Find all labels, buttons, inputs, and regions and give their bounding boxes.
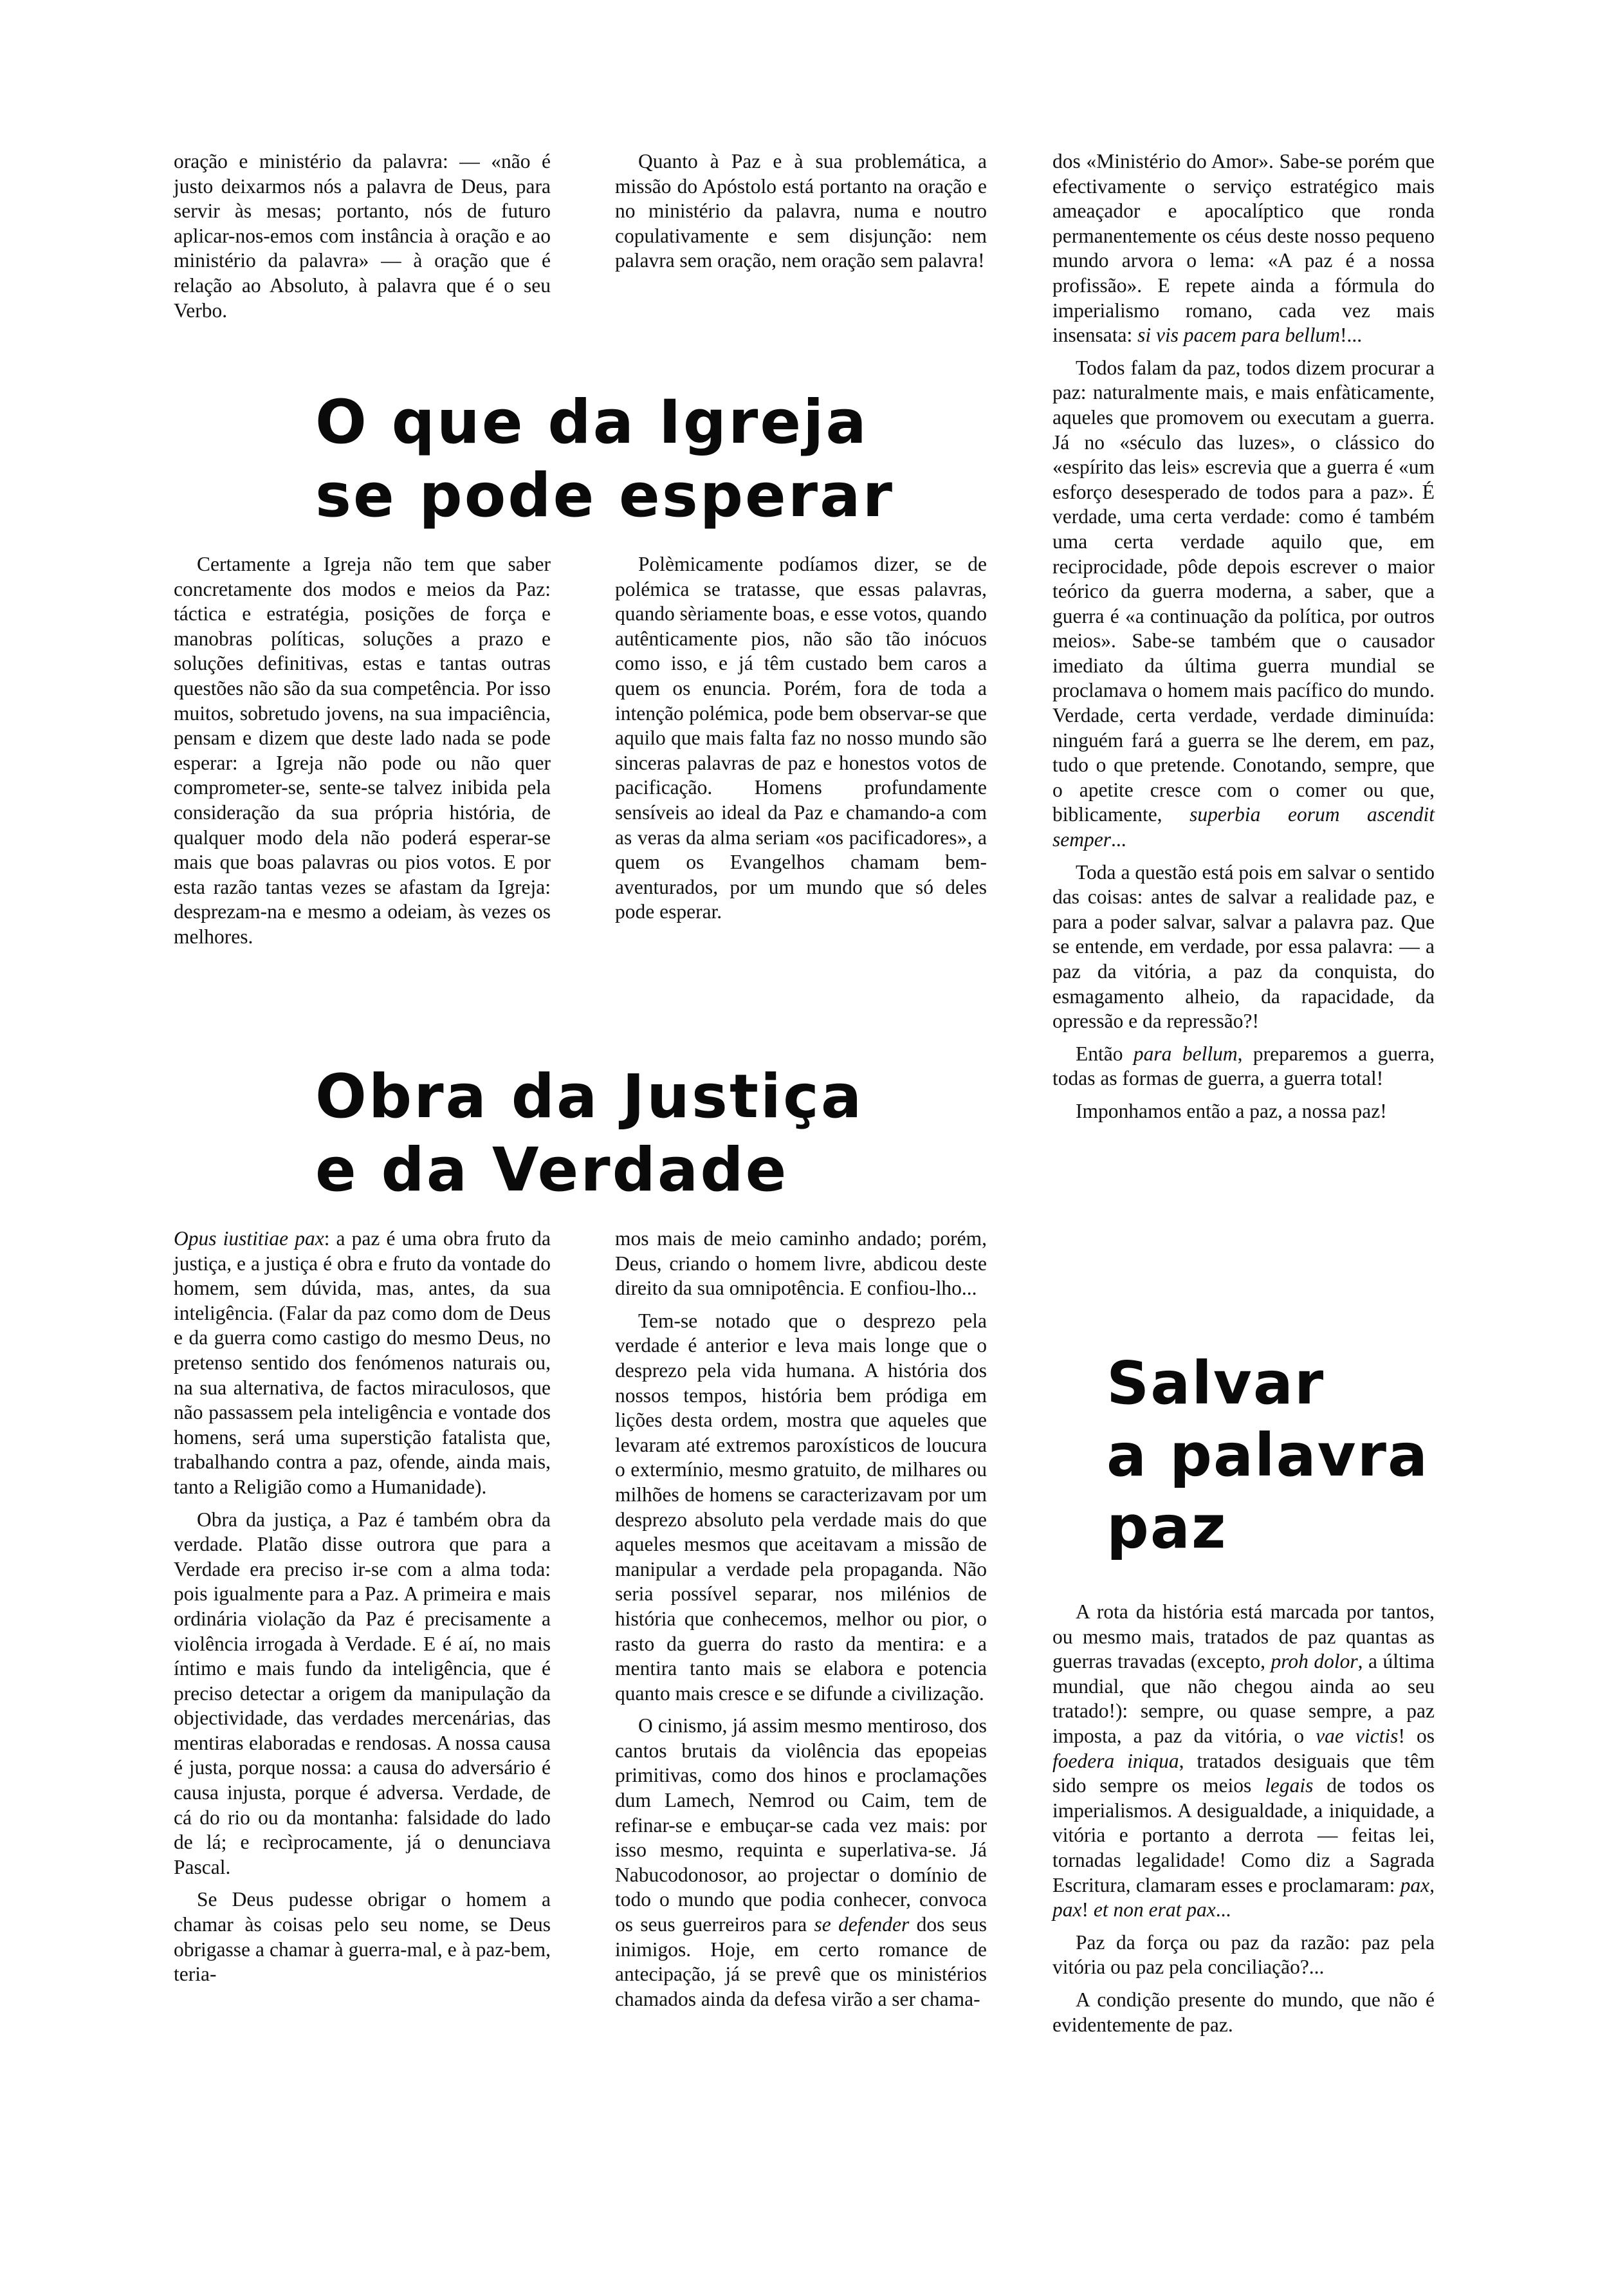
text-run: , preparemos a guerra, todas as formas de guerra, a guerra total! (1052, 1042, 1435, 1090)
column-right (1052, 149, 1435, 1132)
paragraph (615, 1714, 987, 2012)
latin-phrase: et non erat pax (1093, 1898, 1216, 1921)
heading-line: Salvar (1106, 1349, 1325, 1418)
latin-phrase: pax, pax (1052, 1873, 1435, 1921)
text-run: A rota da história está marcada por tantos, ou mesmo mais, tratados de paz quantas as guerras travadas (excepto, (1052, 1600, 1435, 1673)
italic-word: legais (1265, 1774, 1314, 1797)
paragraph: Quanto à Paz e à sua problemática, a missão do Apóstolo está portanto na oração e no ministério da palavra, numa e noutro copulativamente e sem disjunção: nem palavra sem oração, nem oração sem palavra! (615, 150, 987, 272)
italic-phrase: se defender (814, 1913, 910, 1936)
paragraph: Imponhamos então a paz, a nossa paz! (1076, 1099, 1387, 1122)
column-top-middle (615, 149, 987, 281)
column-bottom-middle (615, 1227, 987, 2019)
paragraph: Polèmicamente podíamos dizer, se de polémica se tratasse, que essas palavras, quando sèriamente boas, e esse votos, quando autênticamente pios, não são tão inócuos como isso, e já têm custado bem caros a quem os enuncia. Porém, fora de toda a intenção polémica, pode bem observar-se que aquilo que mais falta faz no nosso mundo são sinceras palavras de paz e honestos votos de pacificação. Homens profundamente sensíveis ao ideal da Paz e chamando-a com as veras da alma seriam «os pacificadores», a quem os Evangelhos chamam bem-aventurados, por um mundo que só deles pode esperar. (615, 553, 987, 923)
text-run: , a última mundial, que não chegou ainda ao seu tratado!): sempre, ou quase sempre, a paz imposta, a paz da vitória, o (1052, 1650, 1435, 1747)
paragraph: Toda a questão está pois em salvar o sentido das coisas: antes de salvar a realidade paz, e para a poder salvar, salvar a palavra paz. Que se entende, em verdade, por essa palavra: — a paz da vitória, a paz da conquista, do esmagamento alheio, da rapacidade, da opressão e da repressão?! (1052, 860, 1435, 1033)
column-bottom-right (1052, 1600, 1435, 2045)
paragraph (1052, 1600, 1435, 1923)
latin-phrase: para bellum (1133, 1042, 1238, 1065)
latin-phrase: Opus iustitiae pax (174, 1227, 324, 1250)
column-bottom-left (174, 1227, 551, 1995)
text-run: dos seus inimigos. Hoje, em certo romance de antecipação, já se prevê que os ministérios chamados ainda da defesa virão a ser chama- (615, 1913, 987, 2010)
text-run: de todos os imperialismos. A desigualdade, a iniquidade, a vitória e portanto a derrota — feitas lei, tornadas legalidade! Como diz a Sagrada Escritura, clamaram esses e proclamaram: (1052, 1774, 1435, 1896)
text-run: O cinismo, já assim mesmo mentiroso, dos cantos brutais da violência das epopeias primitivas, como dos hinos e proclamações dum Lamech, Nemrod ou Caim, tem de refinar-se e embuçar-se cada vez mais: por isso mesmo, requinta e superlativa-se. Já Nabucodonosor, ao projectar o domínio de todo o mundo que podia conhecer, convoca os seus guerreiros para (615, 1714, 987, 1936)
text-run: , tratados desiguais que têm sido sempre os meios (1052, 1749, 1435, 1797)
paragraph (1052, 356, 1435, 853)
latin-phrase: proh dolor (1271, 1650, 1358, 1673)
text-run: ... (1215, 1898, 1231, 1921)
text-run: !... (1340, 324, 1363, 347)
paragraph: Tem-se notado que o desprezo pela verdade é anterior e leva mais longe que o desprezo pela vida humana. A história dos nossos tempos, história bem pródiga em lições desta ordem, mostra que aqueles que levaram até extremos paroxísticos de loucura o extermínio, mesmo gratuito, de milhares ou milhões de homens se caracterizavam por um desprezo absoluto pela verdade mais do que aqueles mesmos que aceitavam a missão de manipular a verdade pela propaganda. Não seria possível separar, nos milénios de história que conhecemos, melhor ou pior, o rasto da guerra do rasto da mentira: e a mentira tanto mais se elabora e potencia quanto mais cresce e se difunde a civilização. (615, 1309, 987, 1705)
text-run: ! (1081, 1898, 1094, 1921)
heading-line: O que da Igreja (315, 387, 868, 458)
text-run: Então (1076, 1042, 1134, 1065)
paragraph: Obra da justiça, a Paz é também obra da verdade. Platão disse outrora que para a Verdade era preciso ir-se com a alma toda: pois igualmente para a Paz. A primeira e mais ordinária violação da Paz é precisamente a violência irrogada à Verdade. E é aí, no mais íntimo e mais fundo da inteligência, que é preciso detectar a origem da manipulação da objectividade, das verdades mercenárias, das mentiras elaboradas e rendosas. A nossa causa é justa, porque nossa: a causa do adversário é causa injusta, porque é adversa. Verdade, de cá do rio ou da montanha: falsidade do lado de lá; e recìprocamente, já o denunciava Pascal. (174, 1508, 551, 1878)
paragraph: A condição presente do mundo, que não é evidentemente de paz. (1052, 1988, 1435, 2036)
paragraph: Se Deus pudesse obrigar o homem a chamar às coisas pelo seu nome, se Deus obrigasse a chamar à guerra-mal, e à paz-bem, teria- (174, 1888, 551, 1986)
column-middle-left (174, 552, 551, 958)
text-run: ! os (1398, 1724, 1435, 1747)
paragraph: Paz da força ou paz da razão: paz pela vitória ou paz pela conciliação?... (1052, 1930, 1435, 1979)
text-run: : a paz é uma obra fruto da justiça, e a justiça é obra e fruto da vontade do homem, sem dúvida, mas, antes, da sua inteligência. (Falar da paz como dom de Deus e da guerra como castigo do mesmo Deus, no pretenso sentido dos fenómenos naturais ou, na sua alternativa, de factos miraculosos, que não passassem pela inteligência e vontade dos homens, será uma superstição fatalista que, trabalhando contra a paz, ofende, ainda mais, tanto a Religião como a Humanidade). (174, 1227, 551, 1498)
heading-line: a palavra (1106, 1421, 1429, 1490)
heading-line: Obra da Justiça (315, 1062, 864, 1132)
paragraph: oração e ministério da palavra: — «não é justo deixarmos nós a palavra de Deus, para servir às mesas; portanto, nós de futuro aplicar-nos-emos com instância à oração e ao ministério da palavra» — à oração que é relação ao Absoluto, à palavra que é o seu Verbo. (174, 150, 551, 322)
paragraph: mos mais de meio caminho andado; porém, Deus, criando o homem livre, abdicou deste direito da sua omnipotência. E confiou-lho... (615, 1227, 987, 1300)
heading-line: paz (1106, 1493, 1227, 1562)
column-top-left (174, 149, 551, 331)
heading-line: se pode esperar (315, 461, 894, 531)
text-run: dos «Ministério do Amor». Sabe-se porém que efectivamente o serviço estratégico mais ameaçador e apocalíptico que ronda permanentemente os céus deste nosso pequeno mundo arvora o lema: «A paz é a nossa profissão». E repete ainda a fórmula do imperialismo romano, cada vez mais insensata: (1052, 150, 1435, 347)
paragraph (1052, 149, 1435, 348)
latin-phrase: superbia eorum ascendit semper (1052, 803, 1435, 851)
heading-igreja (315, 386, 894, 533)
paragraph (174, 1227, 551, 1500)
latin-phrase: vae victis (1316, 1724, 1399, 1747)
text-run: Todos falam da paz, todos dizem procurar a paz: naturalmente mais, e mais enfàticamente, aqueles que promovem ou executam a guerra. Já no «século das luzes», o clássico do «espírito das leis» escrevia que a guerra é «um esforço desesperado de todos para a paz». É verdade, uma certa verdade: como é também uma certa verdade aquilo que, em reciprocidade, pôde depois escrever o maior teórico da guerra moderna, a saber, que a guerra é «a continuação da política, por outros meios». Sabe-se também que o causador imediato da última guerra mundial se proclamava o homem mais pacífico do mundo. Verdade, certa verdade, verdade diminuída: ninguém fará a guerra se lhe derem, em paz, tudo o que pretende. Conotando, sempre, que o apetite cresce com o comer ou que, biblicamente, (1052, 356, 1435, 826)
latin-phrase: foedera iniqua (1052, 1749, 1179, 1772)
paragraph: Certamente a Igreja não tem que saber concretamente dos modos e meios da Paz: táctica e estratégia, posições de força e manobras políticas, soluções a prazo e soluções definitivas, estas e tantas outras questões não são da sua competência. Por isso muitos, sobretudo jovens, na sua impaciência, pensam e dizem que deste lado nada se pode esperar: a Igreja não pode ou não quer comprometer-se, sente-se talvez inibida pela consideração da sua própria história, de qualquer modo dela não poderá esperar-se mais que boas palavras ou pios votos. E por esta razão tantas vezes se afastam da Igreja: desprezam-na e mesmo a odeiam, às vezes os melhores. (174, 553, 551, 948)
heading-salvar (1106, 1347, 1429, 1564)
latin-phrase: si vis pacem para bellum (1137, 324, 1341, 347)
heading-justica (315, 1060, 863, 1207)
text-run: ... (1110, 828, 1126, 851)
heading-line: e da Verdade (315, 1135, 789, 1205)
column-middle-middle (615, 552, 987, 932)
paragraph (1052, 1042, 1435, 1091)
